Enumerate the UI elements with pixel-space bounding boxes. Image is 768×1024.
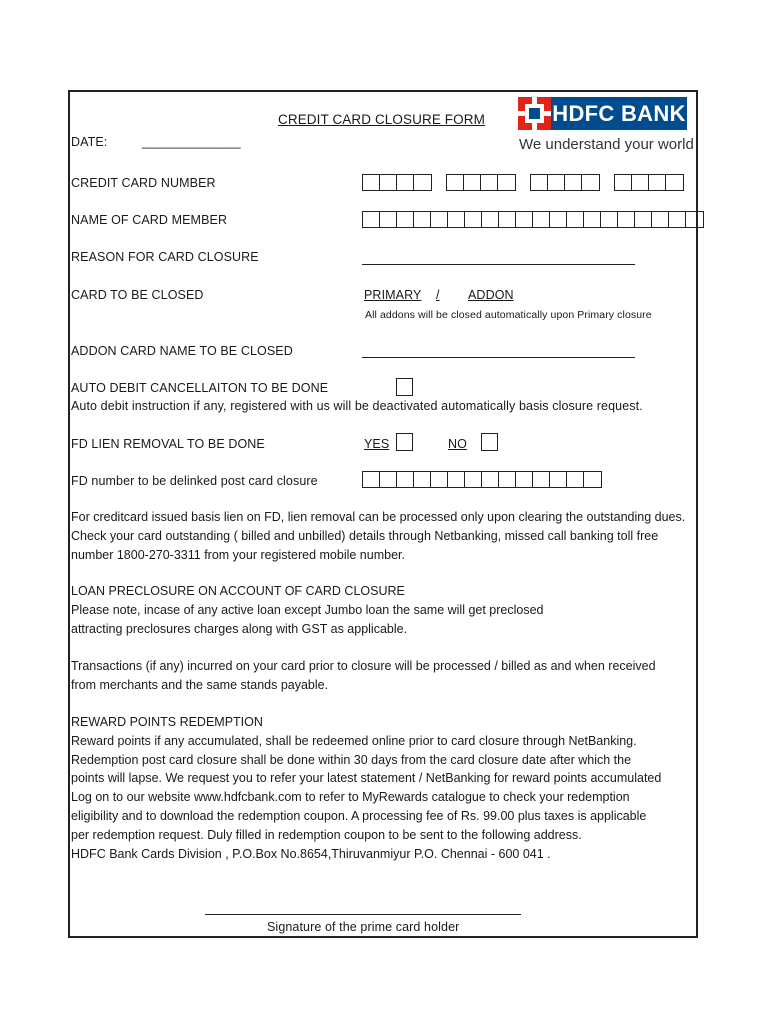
signature-line[interactable] [205,914,521,915]
section-heading: LOAN PRECLOSURE ON ACCOUNT OF CARD CLOSURE [71,584,405,598]
card-member-label: NAME OF CARD MEMBER [71,213,228,227]
addon-name-field[interactable] [362,357,635,358]
fd-number-boxes[interactable] [362,471,602,488]
text-line: For creditcard issued basis lien on FD, lien removal can be processed only upon clearing the outstanding dues. [71,510,686,524]
text-line: points will lapse. We request you to refer your latest statement / NetBanking for reward points accumulated [71,771,662,786]
auto-debit-label: AUTO DEBIT CANCELLAITON TO BE DONE [71,381,329,395]
addon-name-label: ADDON CARD NAME TO BE CLOSED [71,344,293,358]
fd-lien-label: FD LIEN REMOVAL TO BE DONE [71,437,265,451]
fd-lien-no-checkbox[interactable] [481,433,498,451]
text-line: per redemption request. Duly filled in redemption coupon to be sent to the following address. [71,827,582,842]
card-number-group-2[interactable] [446,174,516,191]
brand-tagline: We understand your world [519,136,694,153]
auto-debit-checkbox[interactable] [396,378,413,396]
option-separator: / [436,288,440,302]
yes-option-label: YES [364,437,390,451]
hdfc-logo-mark-icon [518,97,551,130]
brand-name: HDFC BANK [551,97,687,130]
text-line: eligibility and to download the redemption coupon. A processing fee of Rs. 99.00 plus taxes is applicable [71,808,647,823]
text-line: Redemption post card closure shall be done within 30 days from the card closure date after which the [71,752,632,767]
reason-field[interactable] [362,264,635,265]
text-line: Transactions (if any) incurred on your card prior to closure will be processed / billed as and when received [71,659,656,673]
card-number-group-3[interactable] [530,174,600,191]
text-line: Check your card outstanding ( billed and unbilled) details through Netbanking, missed call banking toll free [71,528,659,543]
date-label: DATE: [71,135,108,149]
auto-debit-note: Auto debit instruction if any, registered with us will be deactivated automatically basis closure request. [71,399,643,413]
text-line: number 1800-270-3311 from your registered mobile number. [71,547,405,562]
fd-lien-yes-checkbox[interactable] [396,433,413,451]
text-line: from merchants and the same stands payable. [71,677,329,692]
form-title: CREDIT CARD CLOSURE FORM [278,112,485,127]
text-line: attracting preclosures charges along with GST as applicable. [71,621,408,636]
transactions-paragraph [71,657,656,695]
no-option-label: NO [448,437,467,451]
card-member-name-boxes[interactable] [362,211,704,228]
card-number-label: CREDIT CARD NUMBER [71,176,216,190]
reward-points-paragraph [71,713,661,863]
text-line: Please note, incase of any active loan except Jumbo loan the same will get preclosed [71,602,544,617]
card-number-group-1[interactable] [362,174,432,191]
addon-note: All addons will be closed automatically upon Primary closure [365,309,652,321]
card-number-group-4[interactable] [614,174,684,191]
primary-option[interactable]: PRIMARY [364,288,422,302]
reason-label: REASON FOR CARD CLOSURE [71,250,259,264]
fd-number-label: FD number to be delinked post card closure [71,474,318,488]
addon-option[interactable]: ADDON [468,288,514,302]
text-line: Log on to our website www.hdfcbank.com to refer to MyRewards catalogue to check your redemption [71,790,630,805]
date-field[interactable]: ______________ [142,135,241,149]
section-heading: REWARD POINTS REDEMPTION [71,715,263,729]
card-to-close-label: CARD TO BE CLOSED [71,288,204,302]
loan-preclosure-paragraph [71,582,544,638]
signature-label: Signature of the prime card holder [267,920,460,934]
text-line: HDFC Bank Cards Division , P.O.Box No.8654,Thiruvanmiyur P.O. Chennai - 600 041 . [71,846,551,861]
text-line: Reward points if any accumulated, shall be redeemed online prior to card closure through NetBanking. [71,733,637,748]
fd-lien-info-paragraph [71,508,685,564]
